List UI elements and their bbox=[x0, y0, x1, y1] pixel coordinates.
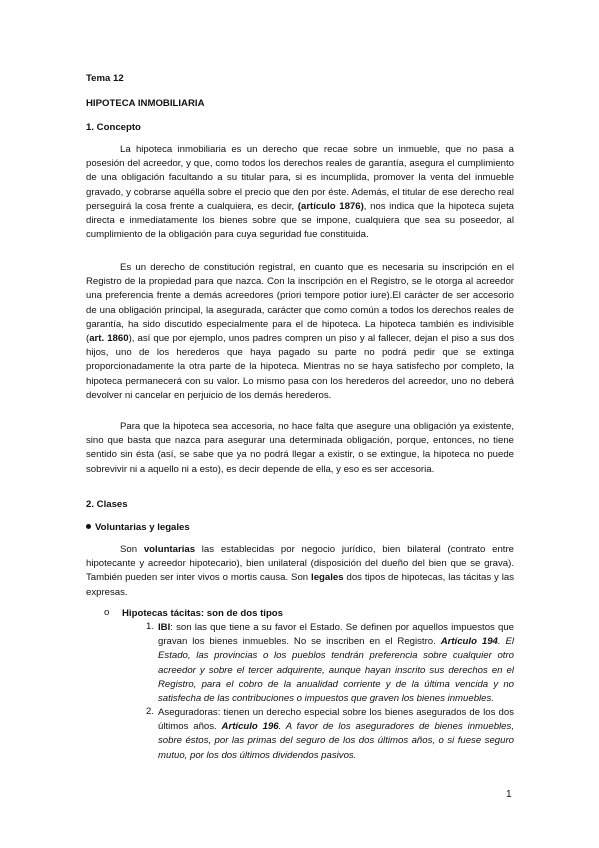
paragraph-definition bbox=[86, 143, 514, 242]
paragraph-voluntarias-text-mid: las establecidas por negocio jurídico, bien bilateral (contrato entre hipotecante y acreedor hipotecario), bien unilateral (disposición del dueño del bien que se grava). También pueden ser inter vivos o mortis causa. Son bbox=[86, 544, 514, 584]
section-heading-clases: 2. Clases bbox=[86, 499, 128, 510]
item-1-quote: . El Estado, las provincias o los pueblos tendrán preferencia sobre cualquier otro acreedor y sobre el tercer adquirente, aunque hayan inscrito sus derechos en el Registro, para el cobro de la anualidad corriente y de la última vencida y no satisfecha de las contribuciones o impuestos que graven los bienes inmuebles. bbox=[158, 636, 514, 705]
term-voluntarias: voluntarias bbox=[143, 544, 196, 555]
sub-bullet-icon: o bbox=[104, 607, 110, 618]
article-1860-ref: art. 1860 bbox=[89, 333, 129, 345]
bullet-icon bbox=[86, 524, 91, 529]
bullet-heading bbox=[86, 521, 514, 535]
paragraph-voluntarias-text-end: dos tipos de hipotecas, las tácitas y las expresas. bbox=[86, 572, 515, 598]
item-2-text: Aseguradoras: tienen un derecho especial sobre los bienes asegurados de los dos últimos años. bbox=[158, 707, 514, 733]
paragraph-accesoria: Para que la hipoteca sea accesoria, no hace falta que asegure una obligación ya existente, sino que basta que nazca para asegurar una determinada obligación, porque, entonces, no tiene sentido sin ésta (así, se sabe que ya no podrá llegar a existir, o se extingue, la hipoteca no puede sobrevivir ni a aquello ni a esto), es decir depende de ella, y eso es ser accesoria. bbox=[86, 421, 514, 475]
topic-label: Tema 12 bbox=[86, 73, 124, 84]
paragraph-registral bbox=[86, 261, 514, 403]
item-2-quote: . A favor de los aseguradores de bienes inmuebles, sobre éstos, por las primas del seguro de los dos últimos años, o si fuese seguro mutuo, por los dos últimos dividendos pasivos. bbox=[158, 721, 514, 761]
item-1-number: 1. bbox=[146, 621, 155, 632]
item-1-term: IBI bbox=[158, 622, 171, 633]
section-heading-concepto: 1. Concepto bbox=[86, 122, 141, 133]
paragraph-definition-text: La hipoteca inmobiliaria es un derecho que recae sobre un inmueble, que no pasa a posesión del acreedor, y que, como todos los derechos reales de garantía, asegura el cumplimiento de una obligación facultando a su titular para, si es incumplida, promover la venta del inmueble gravado, y cobrarse aquélla sobre el precio que den por éste. Además, el titular de ese derecho real perseguirá la cosa frente a cualquiera, es decir, bbox=[86, 144, 514, 212]
article-194-ref: Artículo 194 bbox=[440, 636, 498, 648]
paragraph-registral-text-end: ), así que por ejemplo, unos padres compren un piso y al fallecer, dejan el piso a sus dos hijos, uno de los herederos que haya pagado su parte no podrá pedir que se extinga proporcionadamente la otra parte de la hipoteca. Mientras no se haya satisfecho por completo, la hipoteca permanecerá con su valor. Lo mismo pasa con los herederos del acreedor, uno no deberá devolver ni cancelar en perjuicio de los demás herederos. bbox=[86, 333, 515, 401]
item-1-text: : son las que tiene a su favor el Estado. Se definen por aquellos impuestos que gravan los bienes inmuebles. No se inscriben en el Registro. bbox=[158, 622, 514, 648]
document-title: HIPOTECA INMOBILIARIA bbox=[86, 98, 205, 109]
article-1876-ref: (artículo 1876) bbox=[297, 200, 364, 212]
paragraph-voluntarias bbox=[86, 543, 514, 600]
item-1-ibi bbox=[158, 621, 514, 706]
paragraph-definition-text-end: , nos indica que la hipoteca sujeta directa e inmediatamente los bienes sobre que se impone, cualquiera que sea su poseedor, al cumplimiento de la obligación para cuya seguridad fue constituida. bbox=[86, 200, 514, 241]
article-196-ref: Artículo 196 bbox=[221, 721, 279, 733]
page-number: 1 bbox=[506, 789, 512, 800]
paragraph-registral-text: Es un derecho de constitución registral, en cuanto que es necesaria su inscripción en el Registro de la propiedad para que nazca. Con la inscripción en el Registro, se le otorga al acreedor una preferencia frente a demás acreedores (priori tempore potior iure).El carácter de ser accesorio de una obligación principal, la asegurada, carácter que como común a todos los derechos reales de garantía, ha sido discutido especialmente para el de hipoteca. La hipoteca también es indivisible ( bbox=[86, 262, 514, 345]
paragraph-voluntarias-text: Son bbox=[120, 544, 144, 555]
item-2-number: 2. bbox=[146, 706, 155, 717]
item-2-aseguradoras bbox=[158, 706, 514, 763]
sub-heading-tacitas: Hipotecas tácitas: son de dos tipos bbox=[122, 608, 283, 619]
term-legales: legales bbox=[311, 572, 344, 584]
bullet-heading-text: Voluntarias y legales bbox=[95, 522, 190, 533]
